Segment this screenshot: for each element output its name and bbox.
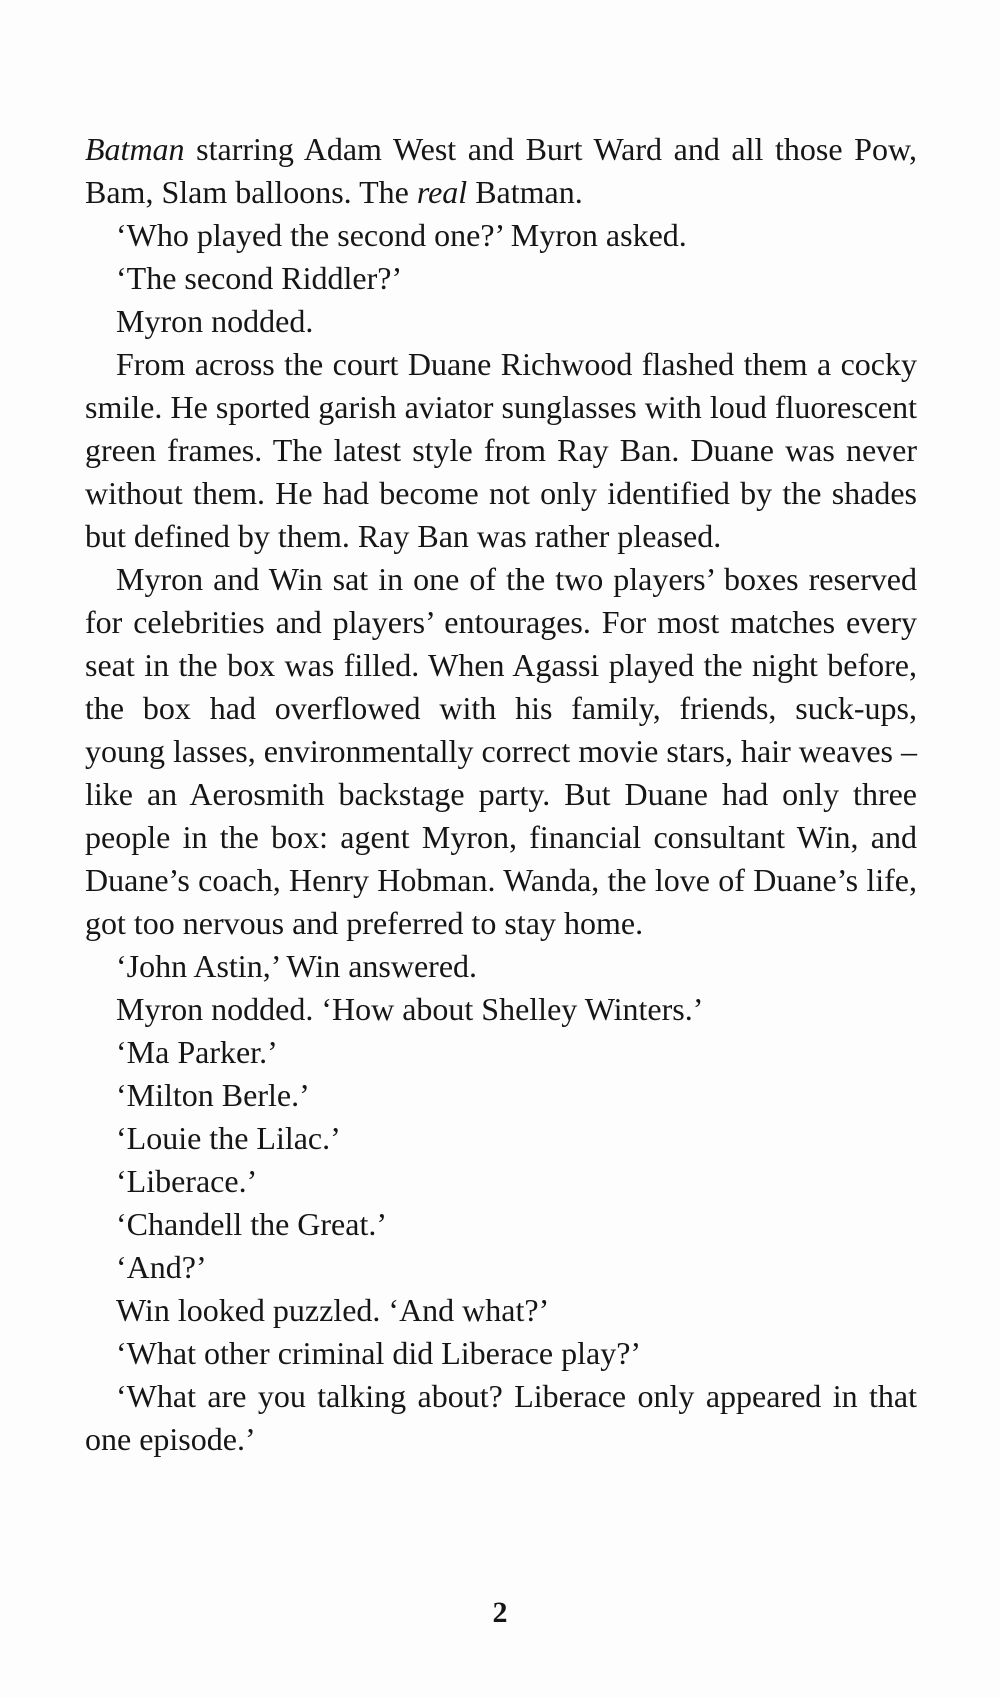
paragraph-text: Win looked puzzled. ‘And what?’ xyxy=(116,1292,550,1328)
paragraph xyxy=(85,257,917,300)
paragraph xyxy=(85,214,917,257)
paragraph-text: ‘Liberace.’ xyxy=(116,1163,258,1199)
paragraph-text: Myron nodded. xyxy=(116,303,314,339)
paragraph-text: Myron nodded. ‘How about Shelley Winters.’ xyxy=(116,991,704,1027)
italic-text: real xyxy=(416,174,468,210)
paragraph xyxy=(85,988,917,1031)
paragraph-text: ‘Chandell the Great.’ xyxy=(116,1206,387,1242)
paragraph-text: ‘The second Riddler?’ xyxy=(116,260,403,296)
paragraph xyxy=(85,1203,917,1246)
paragraph xyxy=(85,1160,917,1203)
paragraph-text: ‘And?’ xyxy=(116,1249,207,1285)
paragraph-text: ‘Louie the Lilac.’ xyxy=(116,1120,341,1156)
paragraph xyxy=(85,1074,917,1117)
paragraph-text: Batman. xyxy=(467,174,583,210)
paragraph-text: Myron and Win sat in one of the two players’ boxes reserved for celebrities and players’ entourages. For most matches every seat in the box was filled. When Agassi played the night before, the box had overflowed with his family, friends, suck-ups, young lasses, environmentally correct movie stars, hair weaves – like an Aerosmith backstage party. But Duane had only three people in the box: agent Myron, financial consultant Win, and Duane’s coach, Henry Hobman. Wanda, the love of Duane’s life, got too nervous and preferred to stay home. xyxy=(85,561,917,941)
italic-text: Batman xyxy=(85,131,185,167)
paragraph xyxy=(85,558,917,945)
paragraph-text: ‘John Astin,’ Win answered. xyxy=(116,948,478,984)
paragraph xyxy=(85,1289,917,1332)
paragraph xyxy=(85,300,917,343)
paragraph xyxy=(85,1332,917,1375)
paragraph-text: ‘What are you talking about? Liberace only appeared in that one episode.’ xyxy=(85,1378,917,1457)
paragraph xyxy=(85,945,917,988)
paragraph xyxy=(85,1117,917,1160)
paragraph-text: ‘Milton Berle.’ xyxy=(116,1077,310,1113)
paragraph xyxy=(85,1031,917,1074)
paragraph-text: ‘What other criminal did Liberace play?’ xyxy=(116,1335,642,1371)
paragraph-text: ‘Ma Parker.’ xyxy=(116,1034,278,1070)
paragraph-text: starring Adam West and Burt Ward and all those Pow, Bam, Slam balloons. The xyxy=(85,131,917,210)
paragraph-text: ‘Who played the second one?’ Myron asked. xyxy=(116,217,687,253)
paragraph xyxy=(85,343,917,558)
paragraph xyxy=(85,1246,917,1289)
body-text xyxy=(85,128,917,1461)
paragraph-text: From across the court Duane Richwood flashed them a cocky smile. He sported garish aviator sunglasses with loud fluorescent green frames. The latest style from Ray Ban. Duane was never without them. He had become not only identified by the shades but defined by them. Ray Ban was rather pleased. xyxy=(85,346,917,554)
paragraph xyxy=(85,128,917,214)
paragraph xyxy=(85,1375,917,1461)
page-number: 2 xyxy=(492,1596,508,1629)
